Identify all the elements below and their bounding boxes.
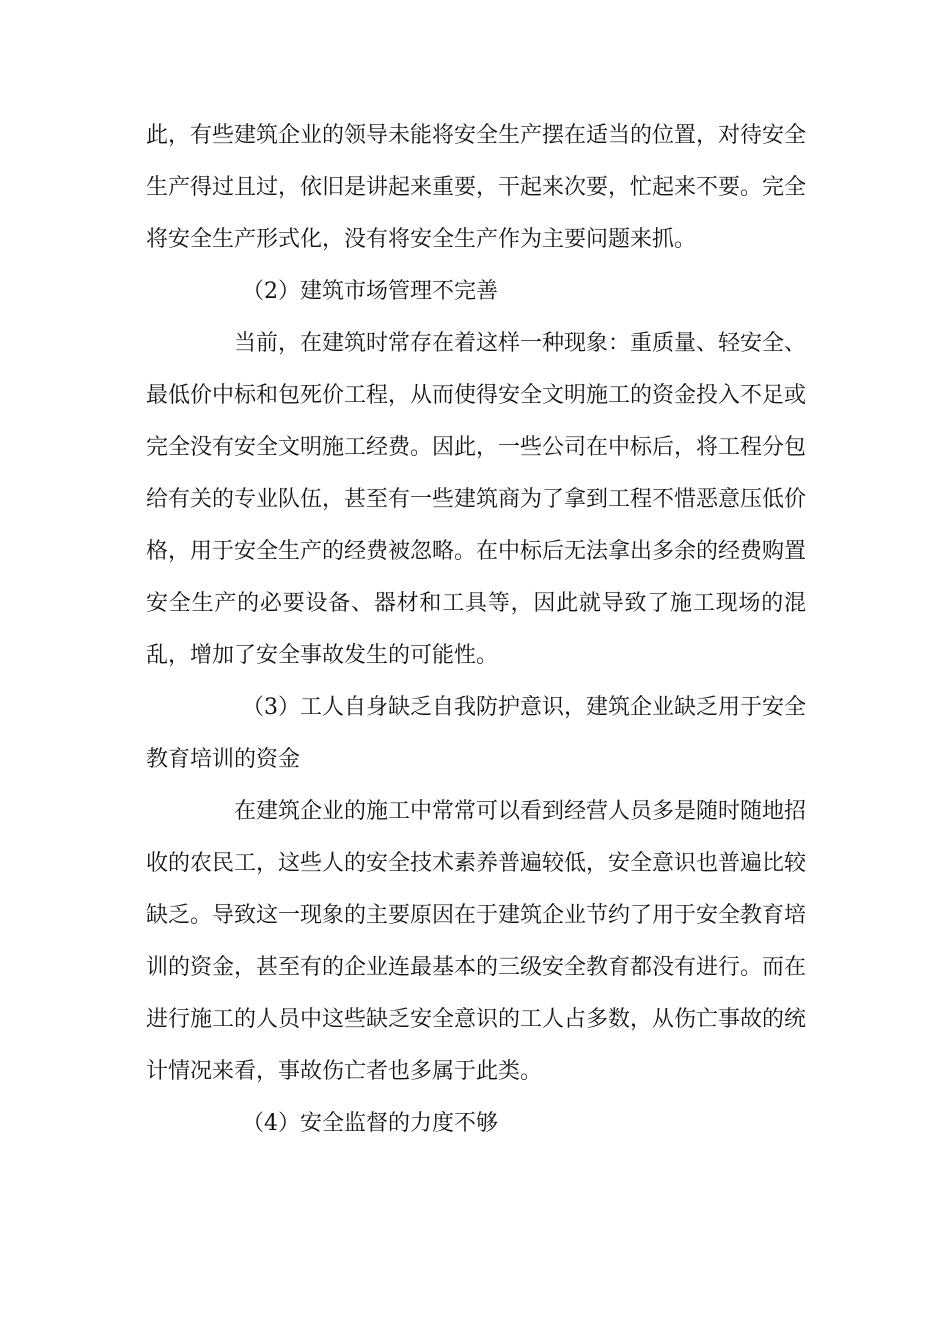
- document-body: [146, 110, 806, 1150]
- paragraph-market-management: 当前，在建筑时常存在着这样一种现象：重质量、轻安全、最低价中标和包死价工程，从而使得安全文明施工的资金投入不足或完全没有安全文明施工经费。因此，一些公司在中标后，将工程分包给有关的专业队伍，甚至有一些建筑商为了拿到工程不惜恶意压低价格，用于安全生产的经费被忽略。在中标后无法拿出多余的经费购置安全生产的必要设备、器材和工具等，因此就导致了施工现场的混乱，增加了安全事故发生的可能性。: [146, 331, 807, 668]
- section-heading-2: （2）建筑市场管理不完善: [242, 279, 498, 304]
- paragraph-worker-awareness: 在建筑企业的施工中常常可以看到经营人员多是随时随地招收的农民工，这些人的安全技术素养普遍较低，安全意识也普遍比较缺乏。导致这一现象的主要原因在于建筑企业节约了用于安全教育培训的资金，甚至有的企业连最基本的三级安全教育都没有进行。而在进行施工的人员中这些缺乏安全意识的工人占多数，从伤亡事故的统计情况来看，事故伤亡者也多属于此类。: [146, 799, 807, 1084]
- section-heading-4: （4）安全监督的力度不够: [242, 1111, 498, 1136]
- paragraph-continuation: 此，有些建筑企业的领导未能将安全生产摆在适当的位置，对待安全生产得过且过，依旧是讲起来重要，干起来次要，忙起来不要。完全将安全生产形式化，没有将安全生产作为主要问题来抓。: [146, 123, 807, 252]
- section-heading-3: （3）工人自身缺乏自我防护意识，建筑企业缺乏用于安全教育培训的资金: [146, 695, 806, 772]
